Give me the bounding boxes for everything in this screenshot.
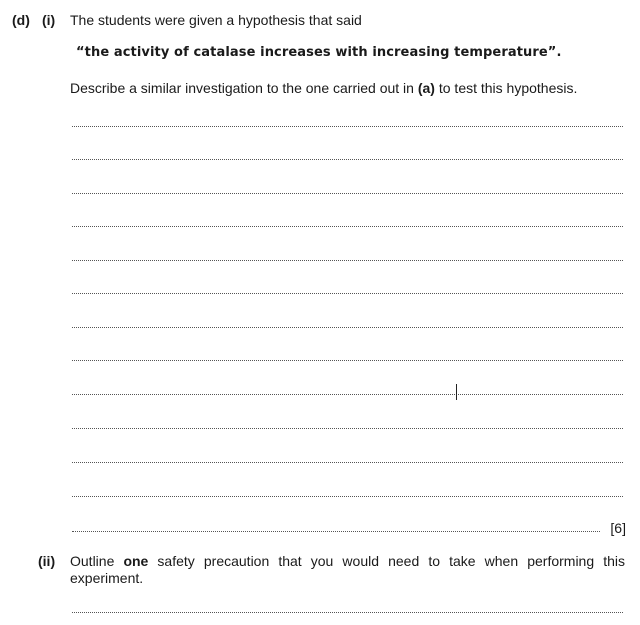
answer-line[interactable] — [72, 531, 600, 532]
answer-line[interactable] — [72, 293, 623, 294]
answer-line[interactable] — [72, 496, 623, 497]
instruction-text — [70, 80, 577, 96]
answer-line[interactable] — [72, 193, 623, 194]
marks-label: [6] — [610, 520, 626, 536]
hypothesis-quote: “the activity of catalase increases with increasing temperature”. — [76, 45, 562, 60]
instruction-before: Describe a similar investigation to the one carried out in — [70, 80, 418, 96]
answer-line[interactable] — [72, 428, 623, 429]
ii-emphasis: one — [123, 553, 149, 569]
instruction-after: to test this hypothesis. — [434, 80, 578, 96]
text-cursor — [456, 384, 457, 400]
intro-text: The students were given a hypothesis that said — [70, 12, 362, 28]
answer-line[interactable] — [72, 462, 623, 463]
ii-after: safety precaution that you would need to take when performing this experiment. — [70, 553, 625, 586]
answer-line[interactable] — [72, 394, 623, 395]
answer-line[interactable] — [72, 126, 623, 127]
answer-line[interactable] — [72, 159, 623, 160]
answer-line[interactable] — [72, 260, 623, 261]
ii-before: Outline — [70, 553, 124, 569]
answer-line[interactable] — [72, 612, 623, 613]
answer-line[interactable] — [72, 360, 623, 361]
part-label: (d) — [12, 12, 30, 28]
subpart-i-label: (i) — [42, 12, 56, 28]
instruction-ref: (a) — [417, 80, 435, 96]
answer-line[interactable] — [72, 226, 623, 227]
subpart-ii-label: (ii) — [38, 553, 56, 569]
question-ii-text — [70, 553, 625, 587]
answer-line[interactable] — [72, 327, 623, 328]
